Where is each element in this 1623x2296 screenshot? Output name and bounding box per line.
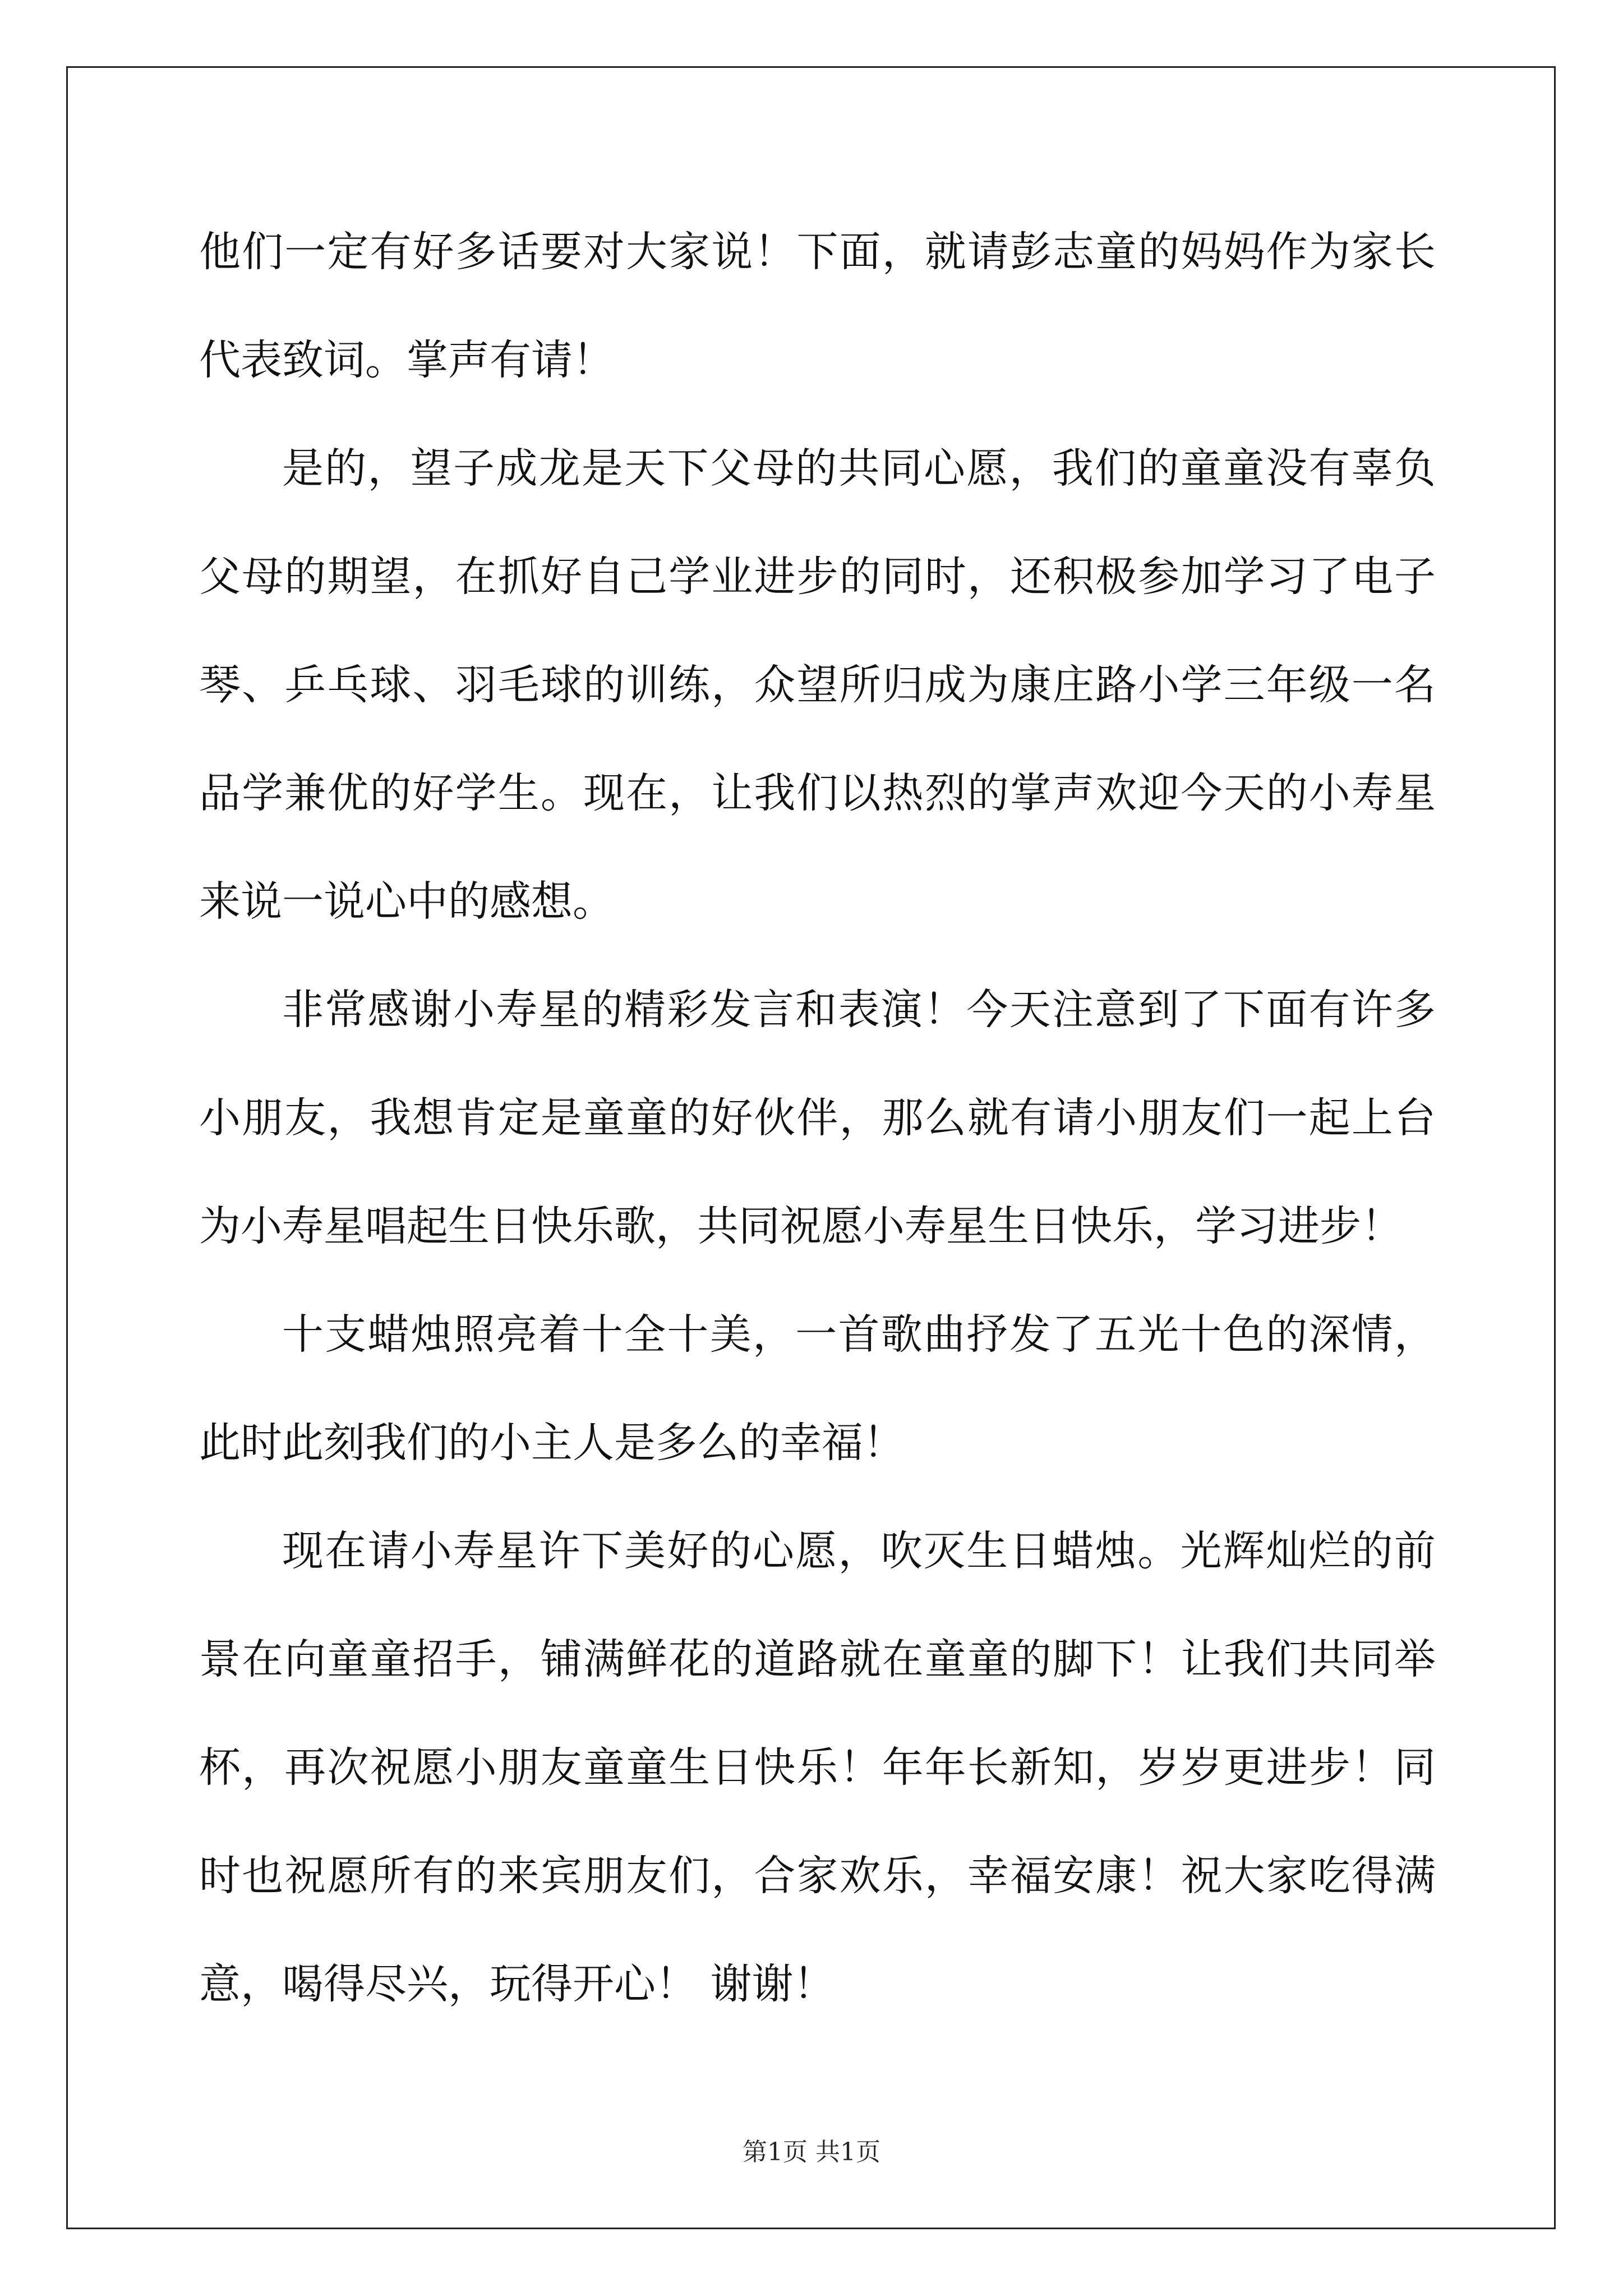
paragraph-1: 他们一定有好多话要对大家说！下面，就请彭志童的妈妈作为家长代表致词。掌声有请！ bbox=[199, 228, 1436, 384]
paragraph-3: 非常感谢小寿星的精彩发言和表演！今天注意到了下面有许多小朋友，我想肯定是童童的好伙伴，那么就有请小朋友们一起上台为小寿星唱起生日快乐歌，共同祝愿小寿星生日快乐，学习进步！ bbox=[199, 986, 1436, 1250]
paragraph-4: 十支蜡烛照亮着十全十美，一首歌曲抒发了五光十色的深情，此时此刻我们的小主人是多么的幸福！ bbox=[199, 1310, 1436, 1467]
document-body bbox=[199, 198, 1436, 2039]
paragraph-5: 现在请小寿星许下美好的心愿，吹灭生日蜡烛。光辉灿烂的前景在向童童招手，铺满鲜花的道路就在童童的脚下！让我们共同举杯，再次祝愿小朋友童童生日快乐！年年长新知，岁岁更进步！同时也祝愿所有的来宾朋友们，合家欢乐，幸福安康！祝大家吃得满意，喝得尽兴，玩得开心！ 谢谢！ bbox=[199, 1527, 1436, 2008]
paragraph-2: 是的，望子成龙是天下父母的共同心愿，我们的童童没有辜负父母的期望，在抓好自己学业进步的同时，还积极参加学习了电子琴、乒乓球、羽毛球的训练，众望所归成为康庄路小学三年级一名品学兼优的好学生。现在，让我们以热烈的掌声欢迎今天的小寿星来说一说心中的感想。 bbox=[199, 444, 1436, 926]
page-footer: 第1页 共1页 bbox=[743, 2138, 880, 2166]
